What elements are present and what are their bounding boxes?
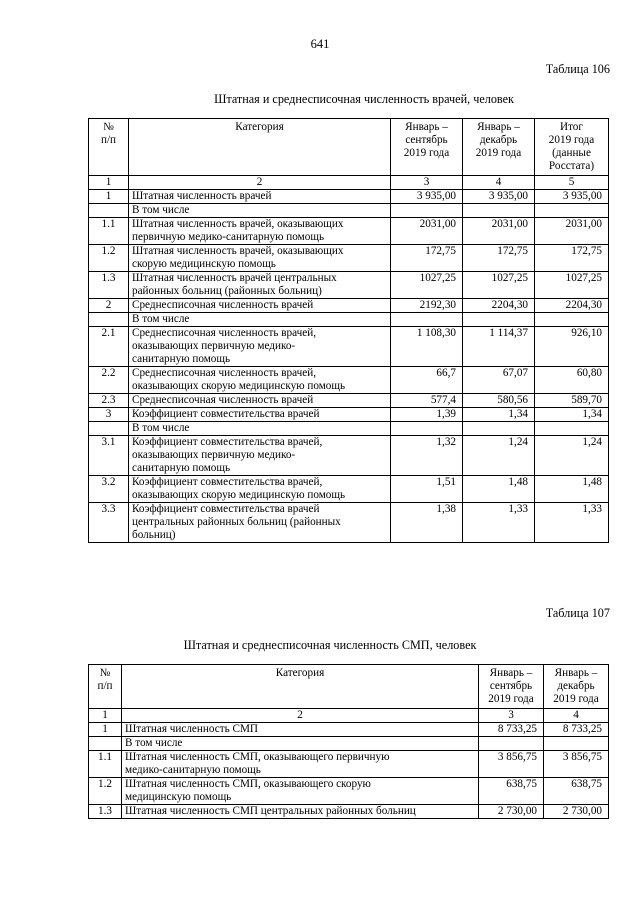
- category-line: оказывающих первичную медико-: [132, 340, 296, 352]
- category-line: Штатная численность СМП, оказывающего первичную: [125, 751, 390, 763]
- row-value: 1 108,30: [391, 327, 463, 367]
- table-row: [89, 394, 609, 408]
- category-line: медико-санитарную помощь: [125, 764, 261, 776]
- header-line: (данные: [552, 147, 591, 159]
- header-line: Январь –: [477, 121, 520, 133]
- header-jan-dec-lines: [466, 121, 531, 160]
- row-category: [129, 313, 391, 327]
- row-value: [535, 422, 609, 436]
- index-row: [89, 709, 609, 723]
- row-category: [129, 394, 391, 408]
- table-107-header-row: [89, 665, 609, 709]
- row-category: [122, 805, 479, 819]
- row-category: [122, 751, 479, 778]
- row-number: 3.1: [89, 436, 129, 476]
- header-jan-sep-lines: [482, 667, 540, 706]
- header-line: п/п: [97, 680, 113, 692]
- header-line: №: [99, 667, 111, 679]
- table-107-label: Таблица 107: [545, 606, 610, 620]
- category-line: первичную медико-санитарную помощь: [132, 231, 325, 243]
- row-category: [129, 436, 391, 476]
- table-106-label: Таблица 106: [545, 62, 610, 76]
- header-line: 2019 года: [475, 147, 522, 159]
- row-value: 1,33: [535, 503, 609, 543]
- header-line: сентябрь: [489, 680, 533, 692]
- row-value: 172,75: [463, 245, 535, 272]
- category-line: В том числе: [132, 422, 190, 434]
- header-jan-sep: [391, 119, 463, 176]
- row-value: 2204,30: [463, 299, 535, 313]
- header-line: декабрь: [479, 134, 518, 146]
- header-num-lines: [92, 121, 125, 147]
- row-value: 2 730,00: [544, 805, 609, 819]
- category-line: Среднесписочная численность врачей,: [132, 367, 317, 379]
- table-row: [89, 723, 609, 737]
- row-value: 8 733,25: [479, 723, 544, 737]
- row-number: 1.1: [89, 218, 129, 245]
- index-cell: 4: [463, 176, 535, 190]
- row-value: 2031,00: [391, 218, 463, 245]
- table-row: [89, 503, 609, 543]
- category-line: Штатная численность СМП центральных районных больниц: [125, 805, 416, 817]
- table-row: [89, 272, 609, 299]
- category-line: районных больниц (районных больниц): [132, 285, 322, 297]
- row-value: [463, 422, 535, 436]
- index-cell: 1: [89, 709, 122, 723]
- row-value: 577,4: [391, 394, 463, 408]
- index-cell: 3: [391, 176, 463, 190]
- row-value: 3 935,00: [391, 190, 463, 204]
- row-value: 1027,25: [391, 272, 463, 299]
- category-line: В том числе: [132, 313, 190, 325]
- row-value: 2192,30: [391, 299, 463, 313]
- category-line: санитарную помощь: [132, 353, 231, 365]
- table-row: [89, 313, 609, 327]
- category-line: Коэффициент совместительства врачей: [132, 503, 320, 515]
- row-number: 2.3: [89, 394, 129, 408]
- row-value: [463, 313, 535, 327]
- row-number: 1.1: [89, 751, 122, 778]
- row-category: [129, 218, 391, 245]
- header-total: [535, 119, 609, 176]
- row-number: 3.3: [89, 503, 129, 543]
- row-value: [535, 313, 609, 327]
- header-line: №: [103, 121, 114, 133]
- header-jan-dec: [544, 665, 609, 709]
- row-number: 2.1: [89, 327, 129, 367]
- row-number: 3.2: [89, 476, 129, 503]
- row-number: 2: [89, 299, 129, 313]
- category-line: скорую медицинскую помощь: [132, 258, 276, 270]
- row-category: [129, 272, 391, 299]
- category-line: В том числе: [125, 737, 183, 749]
- header-line: Итог: [559, 121, 583, 133]
- row-number: 1.2: [89, 778, 122, 805]
- header-line: Росстата): [548, 160, 595, 172]
- row-category: [122, 737, 479, 751]
- row-value: 1,48: [535, 476, 609, 503]
- row-number: [89, 204, 129, 218]
- row-value: [479, 737, 544, 751]
- row-value: [391, 204, 463, 218]
- row-value: 1,34: [463, 408, 535, 422]
- header-line: п/п: [100, 134, 117, 146]
- table-107: [88, 664, 609, 819]
- category-line: Штатная численность врачей центральных: [132, 272, 337, 284]
- category-line: оказывающих скорую медицинскую помощь: [132, 380, 346, 392]
- table-row: [89, 327, 609, 367]
- row-category: [129, 476, 391, 503]
- category-line: больниц): [132, 529, 176, 541]
- row-value: 589,70: [535, 394, 609, 408]
- header-line: 2019 года: [403, 147, 450, 159]
- header-line: 2019 года: [553, 693, 599, 705]
- row-number: 1.3: [89, 805, 122, 819]
- row-value: 2204,30: [535, 299, 609, 313]
- row-value: 172,75: [391, 245, 463, 272]
- row-value: 1,33: [463, 503, 535, 543]
- row-category: [129, 503, 391, 543]
- row-number: [89, 422, 129, 436]
- row-value: 638,75: [544, 778, 609, 805]
- page-number: 641: [310, 37, 330, 51]
- row-value: 8 733,25: [544, 723, 609, 737]
- category-line: Штатная численность СМП: [125, 723, 258, 735]
- category-line: Среднесписочная численность врачей,: [132, 327, 317, 339]
- row-number: 1: [89, 723, 122, 737]
- row-value: [391, 422, 463, 436]
- table-row: [89, 422, 609, 436]
- category-line: оказывающих скорую медицинскую помощь: [132, 489, 346, 501]
- row-value: 2031,00: [535, 218, 609, 245]
- table-row: [89, 299, 609, 313]
- header-category: Категория: [122, 665, 479, 709]
- row-number: 1.3: [89, 272, 129, 299]
- category-line: Коэффициент совместительства врачей,: [132, 476, 323, 488]
- header-num-lines: [92, 667, 118, 693]
- row-value: [463, 204, 535, 218]
- row-value: 66,7: [391, 367, 463, 394]
- row-value: 172,75: [535, 245, 609, 272]
- category-line: Коэффициент совместительства врачей,: [132, 436, 323, 448]
- row-value: [391, 313, 463, 327]
- header-jan-dec: [463, 119, 535, 176]
- row-value: 67,07: [463, 367, 535, 394]
- row-category: [129, 190, 391, 204]
- header-line: 2019 года: [488, 693, 534, 705]
- table-row: [89, 245, 609, 272]
- index-cell: 2: [129, 176, 391, 190]
- table-row: [89, 436, 609, 476]
- row-value: 2 730,00: [479, 805, 544, 819]
- category-line: Штатная численность СМП, оказывающего скорую: [125, 778, 371, 790]
- category-line: медицинскую помощь: [125, 791, 232, 803]
- header-line: Январь –: [554, 667, 598, 679]
- row-category: [129, 327, 391, 367]
- index-cell: 5: [535, 176, 609, 190]
- category-line: Штатная численность врачей, оказывающих: [132, 245, 344, 257]
- header-category: Категория: [129, 119, 391, 176]
- row-number: [89, 737, 122, 751]
- row-category: [122, 778, 479, 805]
- row-value: [544, 737, 609, 751]
- table-row: [89, 805, 609, 819]
- header-num: [89, 665, 122, 709]
- table-row: [89, 204, 609, 218]
- row-number: 2.2: [89, 367, 129, 394]
- header-line: Январь –: [405, 121, 448, 133]
- table-row: [89, 751, 609, 778]
- header-jan-sep-lines: [394, 121, 459, 160]
- table-106: [88, 118, 609, 543]
- table-row: [89, 408, 609, 422]
- row-category: [129, 204, 391, 218]
- row-value: 3 856,75: [544, 751, 609, 778]
- row-value: 1,38: [391, 503, 463, 543]
- row-category: [122, 723, 479, 737]
- row-number: 3: [89, 408, 129, 422]
- category-line: Среднесписочная численность врачей: [132, 299, 314, 311]
- header-line: Январь –: [489, 667, 533, 679]
- category-line: Коэффициент совместительства врачей: [132, 408, 320, 420]
- row-category: [129, 299, 391, 313]
- row-value: 60,80: [535, 367, 609, 394]
- row-category: [129, 408, 391, 422]
- row-value: 926,10: [535, 327, 609, 367]
- category-line: оказывающих первичную медико-: [132, 449, 296, 461]
- header-jan-sep: [479, 665, 544, 709]
- header-total-lines: [538, 121, 605, 173]
- category-line: Штатная численность врачей: [132, 190, 272, 202]
- row-value: 3 856,75: [479, 751, 544, 778]
- header-line: 2019 года: [548, 134, 595, 146]
- row-value: 3 935,00: [463, 190, 535, 204]
- row-value: 1027,25: [535, 272, 609, 299]
- row-value: 1,51: [391, 476, 463, 503]
- row-category: [129, 367, 391, 394]
- index-row: [89, 176, 609, 190]
- row-number: 1.2: [89, 245, 129, 272]
- table-106-title: Штатная и среднесписочная численность врачей, человек: [214, 92, 514, 106]
- index-cell: 2: [122, 709, 479, 723]
- header-num: [89, 119, 129, 176]
- index-cell: 3: [479, 709, 544, 723]
- row-value: 1,24: [535, 436, 609, 476]
- row-value: 1 114,37: [463, 327, 535, 367]
- table-row: [89, 476, 609, 503]
- category-line: Штатная численность врачей, оказывающих: [132, 218, 344, 230]
- table-row: [89, 218, 609, 245]
- table-107-title: Штатная и среднесписочная численность СМП, человек: [183, 638, 477, 652]
- category-line: центральных районных больниц (районных: [132, 516, 341, 528]
- table-row: [89, 778, 609, 805]
- header-line: сентябрь: [405, 134, 448, 146]
- row-number: 1: [89, 190, 129, 204]
- table-106-header-row: [89, 119, 609, 176]
- table-row: [89, 737, 609, 751]
- header-line: декабрь: [557, 680, 595, 692]
- row-value: 2031,00: [463, 218, 535, 245]
- category-line: Среднесписочная численность врачей: [132, 394, 314, 406]
- category-line: санитарную помощь: [132, 462, 231, 474]
- row-value: [535, 204, 609, 218]
- row-category: [129, 422, 391, 436]
- index-cell: 4: [544, 709, 609, 723]
- row-value: 1,48: [463, 476, 535, 503]
- table-row: [89, 367, 609, 394]
- row-value: 638,75: [479, 778, 544, 805]
- row-value: 3 935,00: [535, 190, 609, 204]
- row-value: 1,24: [463, 436, 535, 476]
- table-row: [89, 190, 609, 204]
- row-category: [129, 245, 391, 272]
- row-value: 1,34: [535, 408, 609, 422]
- row-number: [89, 313, 129, 327]
- row-value: 1027,25: [463, 272, 535, 299]
- index-cell: 1: [89, 176, 129, 190]
- category-line: В том числе: [132, 204, 190, 216]
- header-jan-dec-lines: [547, 667, 605, 706]
- row-value: 580,56: [463, 394, 535, 408]
- row-value: 1,39: [391, 408, 463, 422]
- row-value: 1,32: [391, 436, 463, 476]
